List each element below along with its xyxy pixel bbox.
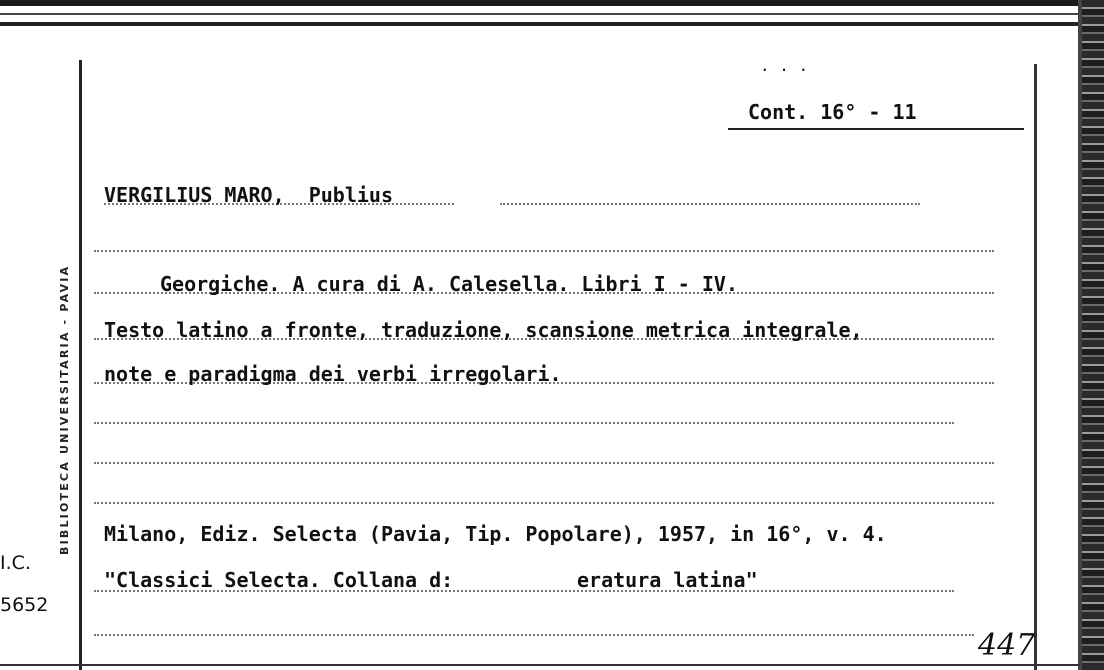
bottom-border — [0, 664, 1080, 666]
right-scan-edge — [1082, 0, 1104, 670]
author-heading: VERGILIUS MARO, Publius — [104, 183, 393, 207]
dotted-rule — [500, 203, 920, 205]
handwritten-number: 447 — [978, 628, 1036, 663]
dotted-rule — [94, 502, 994, 504]
container-label: Cont. 16° - 11 — [748, 100, 917, 124]
top-border — [0, 0, 1085, 6]
series-note-continued: eratura latina" — [577, 568, 758, 592]
library-stamp: BIBLIOTECA UNIVERSITARIA - PAVIA — [58, 264, 71, 555]
shelf-code-number: 5652 — [0, 594, 49, 616]
shelf-code-prefix: I.C. — [0, 552, 31, 574]
series-note: "Classici Selecta. Collana d: — [104, 568, 454, 592]
top-dots: . . . — [760, 56, 809, 75]
inner-right-rule — [1034, 64, 1037, 670]
title-line: Georgiche. A cura di A. Calesella. Libri I - IV. — [160, 272, 738, 296]
dotted-rule — [94, 422, 954, 424]
title-line: note e paradigma dei verbi irregolari. — [104, 362, 562, 386]
dotted-rule — [94, 634, 974, 636]
container-underline — [728, 128, 1024, 130]
top-border-thin — [0, 13, 1085, 15]
dotted-rule — [94, 462, 994, 464]
left-margin-rule — [79, 60, 82, 670]
top-border-lower — [0, 22, 1085, 26]
dotted-rule — [94, 250, 994, 252]
right-border — [1078, 0, 1082, 670]
imprint-line: Milano, Ediz. Selecta (Pavia, Tip. Popolare), 1957, in 16°, v. 4. — [104, 522, 887, 546]
title-line: Testo latino a fronte, traduzione, scansione metrica integrale, — [104, 318, 863, 342]
